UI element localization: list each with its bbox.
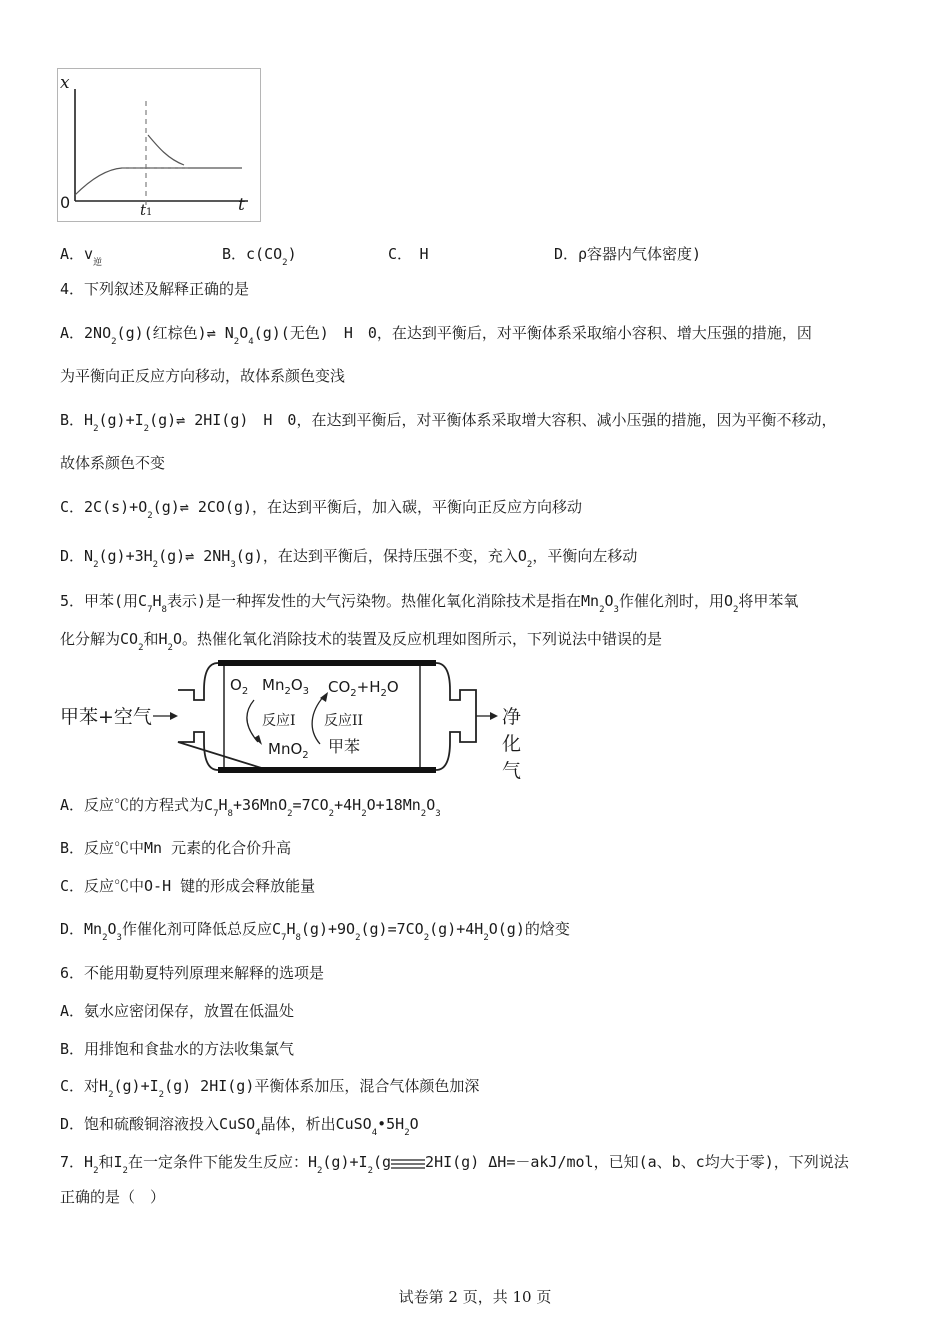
reaction-1-label: 反应I — [262, 713, 296, 729]
reaction-arrow-1 — [247, 700, 258, 742]
inlet-label: 甲苯+空气 — [60, 706, 152, 728]
q7-stem-line1: 7．$H_2$和$I_2$在一定条件下能发生反应：$H_2(g)+I_2(g$ 2HI(g) ΔH=－akJ/mol，已知(a、b、c均大于零)，下列说法 — [60, 1153, 849, 1176]
reaction-2-label: 反应II — [324, 713, 364, 729]
bottom-plate — [218, 767, 436, 773]
x-axis-label: t — [238, 195, 245, 215]
o2-label: $O_2$ — [230, 676, 249, 697]
q4-option-b-line1: B．$H_2(g)+I_2(g)\rightleftharpoons$ 2HI(g) H 0，在达到平衡后，对平衡体系采取增大容积、减小压强的措施，因为平衡不移动， — [60, 411, 837, 434]
inlet-arrowhead — [170, 712, 178, 720]
y-axis-label: x — [60, 73, 70, 93]
q4-option-b-line2: 故体系颜色不变 — [60, 454, 166, 472]
q3-option-a: A．$v_逆$ — [60, 245, 103, 268]
page-footer: 试卷第 2 页，共 10 页 — [398, 1288, 552, 1306]
q6-option-a: A．氨水应密闭保存，放置在低温处 — [60, 1002, 295, 1020]
t1-label: t1 — [140, 201, 153, 219]
toluene-label: 甲苯 — [328, 737, 361, 756]
co2-h2o-label: $CO_2+H_2O$ — [328, 678, 399, 699]
outlet-label: 净化气 — [502, 706, 522, 782]
q4-stem: 4．下列叙述及解释正确的是 — [60, 280, 250, 298]
reactor-diagram — [58, 660, 538, 782]
q6-stem: 6．不能用勒夏特列原理来解释的选项是 — [60, 964, 325, 982]
q7-stem-line2: 正确的是（ ） — [60, 1188, 166, 1206]
reaction-arrow-2 — [312, 696, 324, 744]
q5-option-b: B．反应℃中Mn 元素的化合价升高 — [60, 839, 292, 857]
graph-svg — [58, 69, 260, 221]
q4-option-c: C．$2C(s)+O_2(g)\rightleftharpoons$ 2CO(g)，在达到平衡后，加入碳，平衡向正反应方向移动 — [60, 498, 583, 521]
q5-stem-line1: 5．甲苯(用$C_7H_8$表示)是一种挥发性的大气污染物。热催化氧化消除技术是指在$Mn_2O_3$作催化剂时，用$O_2$将甲苯氧 — [60, 592, 799, 615]
q4-option-a-line1: A．$2NO_2(g)$(红棕色)⇌ $N_2O_4(g)$(无色) H 0，在达到平衡后，对平衡体系采取缩小容积、增大压强的措施，因 — [60, 324, 812, 347]
q5-option-c: C．反应℃中O-H 键的形成会释放能量 — [60, 877, 316, 895]
q4-option-d: D．$N_2(g)+3H_2(g)\rightleftharpoons$ $2NH_3(g)$，在达到平衡后，保持压强不变，充入$O_2$，平衡向左移动 — [60, 547, 638, 570]
q5-stem-line2: 化分解为$CO_2$和$H_2O$。热催化氧化消除技术的装置及反应机理如图所示，下列说法中错误的是 — [60, 630, 662, 653]
curve-before — [75, 168, 242, 195]
q3-option-c: C． H — [388, 245, 429, 263]
q3-option-d: D．ρ容器内气体密度) — [554, 245, 702, 263]
q4-option-a-line2: 为平衡向正反应方向移动，故体系颜色变浅 — [60, 367, 346, 385]
curve-after — [148, 135, 184, 165]
q6-option-c: C．对$H_2(g)+I_2(g)$ 2HI(g)平衡体系加压，混合气体颜色加深 — [60, 1077, 480, 1100]
q5-option-d: D．$Mn_2O_3$作催化剂可降低总反应$C_7H_8(g)+9O_2(g)=7CO_2(g)+4H_2O(g)$的焓变 — [60, 920, 570, 943]
origin-label: 0 — [60, 193, 71, 212]
q6-option-d: D．饱和硫酸铜溶液投入CuSO$_4$晶体，析出$CuSO_4•5H_2O$ — [60, 1115, 419, 1138]
reaction-arrowhead-1 — [254, 735, 262, 745]
q5-option-a: A．反应℃的方程式为$C_7H_8+36MnO_2=7CO_2+4H_2O+18Mn_2O_3$ — [60, 796, 441, 819]
mno2-label: MnO$_2$ — [268, 740, 309, 761]
top-plate — [218, 660, 436, 666]
q3-option-b: B．$c(CO_2)$ — [222, 245, 297, 268]
equilibrium-arrows-icon — [391, 1156, 425, 1170]
mn2o3-label: $Mn_2O_3$ — [262, 676, 310, 697]
equilibrium-graph — [57, 68, 261, 222]
outlet-arrowhead — [490, 712, 498, 720]
q6-option-b: B．用排饱和食盐水的方法收集氯气 — [60, 1040, 295, 1058]
